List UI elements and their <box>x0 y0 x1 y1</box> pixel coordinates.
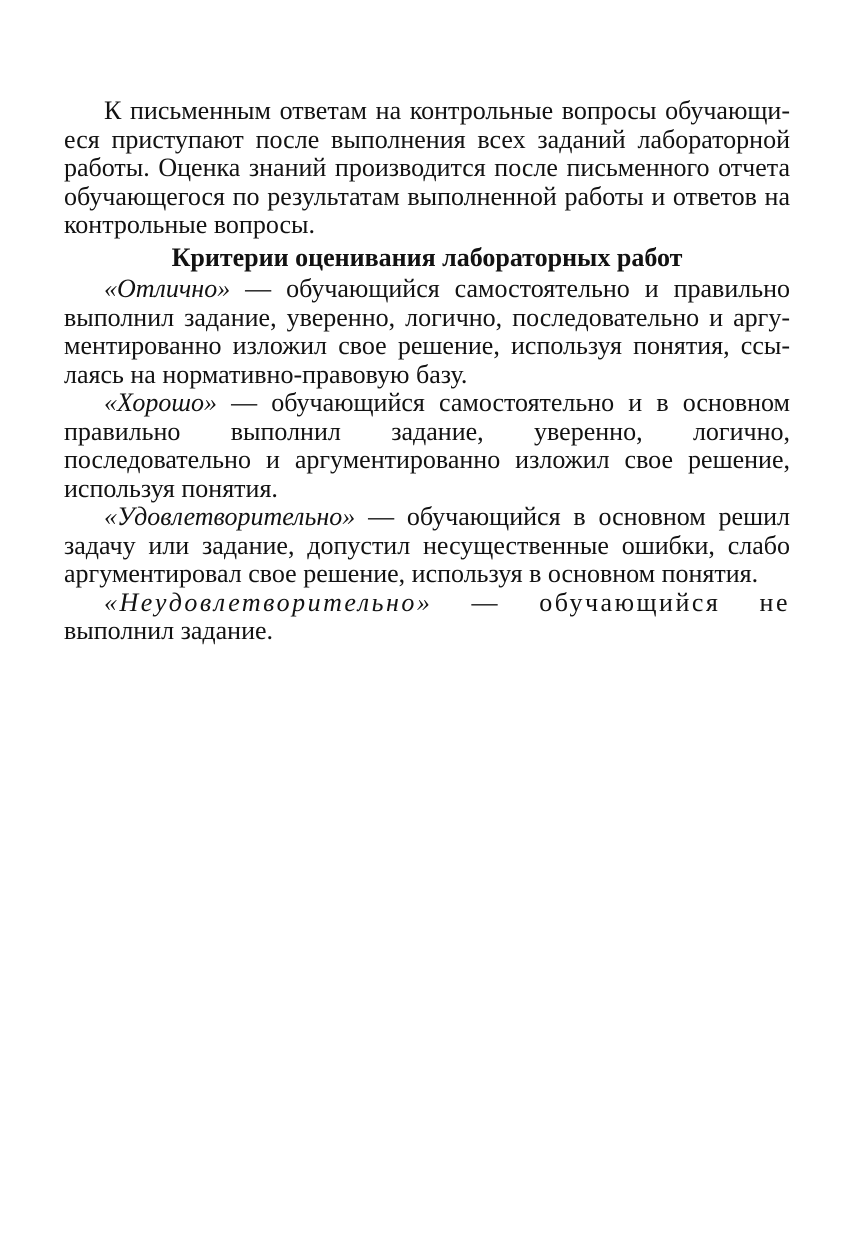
criterion-term-satisfactory: «Удовлетворительно» <box>104 502 356 531</box>
criterion-term-unsatisfactory: «Неудовлетворительно» <box>104 587 433 617</box>
text-block <box>64 97 790 646</box>
criterion-description-unsatisfactory: обучающийся не выполнил задание. <box>64 587 790 645</box>
criterion-dash: — <box>432 587 540 617</box>
criterion-description-satisfactory: обучающийся в основном решил задачу или задание, допустил несущественные ошибки, слабо аргументировал свое решение, используя в основном понятия. <box>64 502 791 588</box>
criterion-unsatisfactory <box>64 589 790 646</box>
criterion-term-excellent: «Отлично» <box>104 274 231 303</box>
criterion-good <box>64 389 790 503</box>
criterion-dash: — <box>217 388 272 417</box>
criterion-term-good: «Хорошо» <box>104 388 217 417</box>
criterion-description-excellent: обучающийся самостоятельно и правильно выполнил задание, уверенно, логично, последовательно и аргументированно изложил свое решение, используя понятия, ссылаясь на нормативно-правовую базу. <box>64 274 790 389</box>
section-heading: Критерии оценивания лабораторных работ <box>171 242 683 272</box>
intro-paragraph: К письменным ответам на контрольные вопросы обучающиеся приступают после выполнения всех заданий лабораторной работы. Оценка знаний производится после письменного отчета обучающегося по результатам выполненной работы и ответов на контрольные вопросы. <box>64 96 790 239</box>
criterion-dash: — <box>355 502 407 531</box>
criterion-dash: — <box>230 274 287 303</box>
criterion-satisfactory <box>64 503 790 589</box>
criterion-excellent <box>64 275 790 389</box>
criterion-description-good: обучающийся самостоятельно и в основном правильно выполнил задание, уверенно, логично, последовательно и аргументированно изложил свое решение, используя понятия. <box>64 388 790 503</box>
